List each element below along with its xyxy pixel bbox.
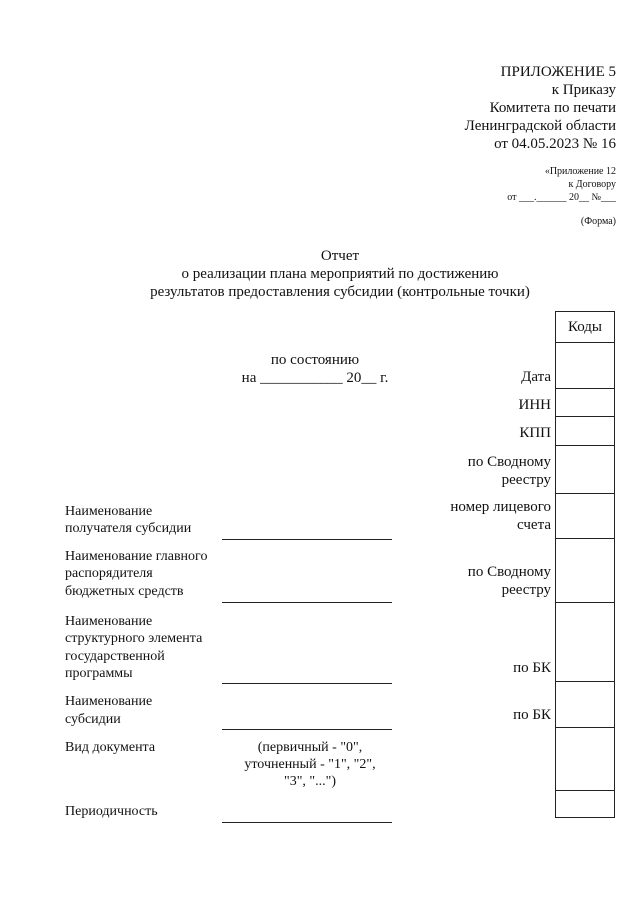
code-cell-periodicity xyxy=(556,790,614,791)
header-date-number: от 04.05.2023 № 16 xyxy=(494,136,616,152)
label-structural-line-4: программы xyxy=(65,666,133,681)
label-periodicity: Периодичность xyxy=(65,804,158,819)
codes-header: Коды xyxy=(567,318,603,335)
title-line-2: о реализации плана мероприятий по достижению xyxy=(181,266,499,282)
sub-header-date: от ___.______ 20__ №___ xyxy=(507,192,616,203)
sub-header-appendix: «Приложение 12 xyxy=(544,166,616,177)
label-svod-1-line-1: по Сводному xyxy=(467,454,551,470)
title-line-1: Отчет xyxy=(320,248,360,264)
manager-underline xyxy=(222,602,392,603)
periodicity-underline xyxy=(222,822,392,823)
label-svod-2-line-2: реестру xyxy=(501,582,551,598)
label-recipient-line-1: Наименование xyxy=(65,504,153,519)
label-structural-line-2: структурного элемента xyxy=(65,631,203,646)
code-cell-bk-2 xyxy=(556,681,614,682)
label-kpp: КПП xyxy=(519,425,551,441)
code-cell-date xyxy=(556,342,614,343)
code-cell-kpp xyxy=(556,416,614,417)
label-svod-2-line-1: по Сводному xyxy=(467,564,551,580)
header-committee: Комитета по печати xyxy=(489,100,616,116)
header-appendix: ПРИЛОЖЕНИЕ 5 xyxy=(500,64,616,80)
as-of-date: на ___________ 20__ г. xyxy=(241,370,389,386)
label-structural-line-1: Наименование xyxy=(65,614,153,629)
doc-type-hint-line-2: уточненный - "1", "2", xyxy=(244,757,376,772)
form-label: (Форма) xyxy=(580,216,616,227)
recipient-underline xyxy=(222,539,392,540)
label-recipient-line-2: получателя субсидии xyxy=(65,521,192,536)
codes-table xyxy=(555,311,615,818)
label-doc-type: Вид документа xyxy=(65,740,156,755)
title-line-3: результатов предоставления субсидии (контрольные точки) xyxy=(150,284,530,300)
label-inn: ИНН xyxy=(518,397,551,413)
label-bk-2: по БК xyxy=(513,707,551,723)
label-subsidy-line-1: Наименование xyxy=(65,694,153,709)
as-of-label: по состоянию xyxy=(270,352,360,368)
code-cell-svod-1 xyxy=(556,445,614,446)
label-manager-line-1: Наименование главного xyxy=(65,549,208,564)
doc-type-hint-line-3: "3", "...") xyxy=(283,774,337,789)
label-account-line-2: счета xyxy=(517,517,551,533)
code-cell-doc-type xyxy=(556,727,614,728)
code-cell-account xyxy=(556,493,614,494)
label-bk-1: по БК xyxy=(513,660,551,676)
label-account-line-1: номер лицевого xyxy=(450,499,551,515)
structural-underline xyxy=(222,683,392,684)
code-cell-svod-2 xyxy=(556,538,614,539)
label-subsidy-line-2: субсидии xyxy=(65,712,121,727)
doc-type-hint-line-1: (первичный - "0", xyxy=(257,740,363,755)
header-region: Ленинградской области xyxy=(464,118,616,134)
header-order: к Приказу xyxy=(551,82,616,98)
code-cell-inn xyxy=(556,388,614,389)
label-svod-1-line-2: реестру xyxy=(501,472,551,488)
label-manager-line-2: распорядителя xyxy=(65,566,153,581)
label-structural-line-3: государственной xyxy=(65,649,165,664)
label-date: Дата xyxy=(521,369,551,385)
code-cell-bk-1 xyxy=(556,602,614,603)
sub-header-agreement: к Договору xyxy=(568,179,616,190)
subsidy-underline xyxy=(222,729,392,730)
label-manager-line-3: бюджетных средств xyxy=(65,584,184,599)
